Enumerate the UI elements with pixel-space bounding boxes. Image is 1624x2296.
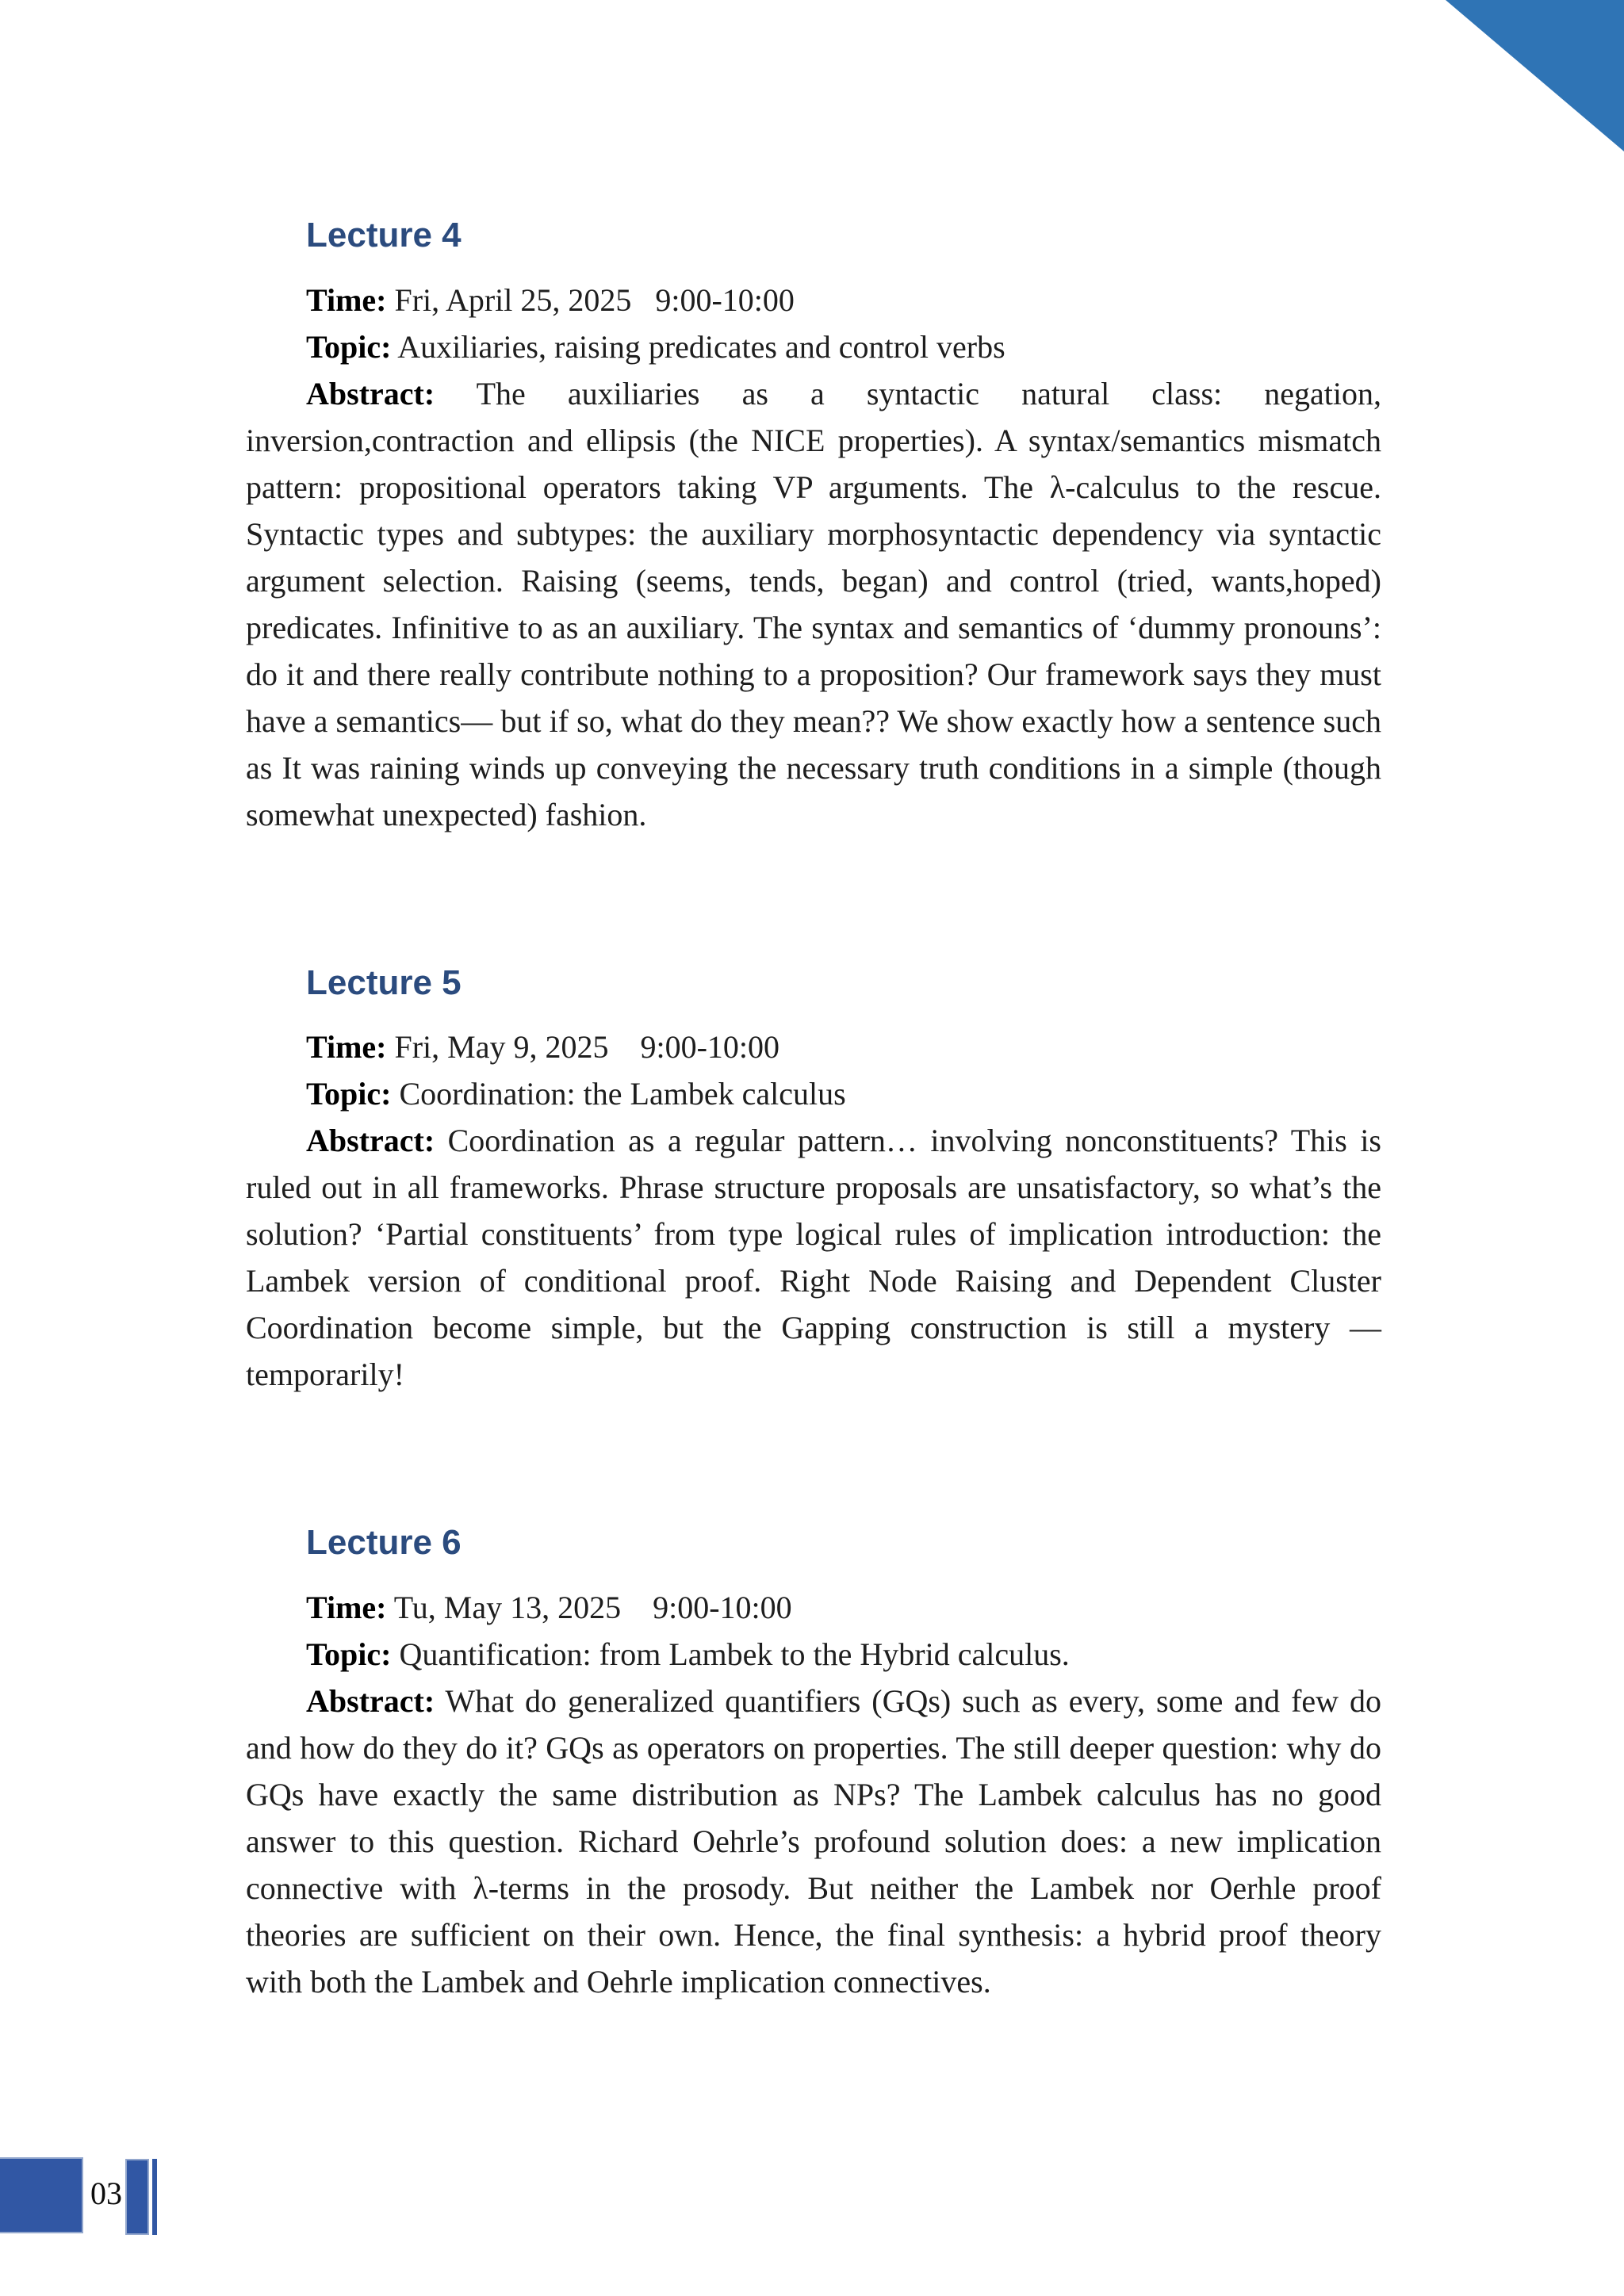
time-value: Tu, May 13, 2025 9:00-10:00 [393,1589,792,1625]
lecture-title: Lecture 4 [306,216,462,254]
lecture-section-4 [246,216,1381,838]
topic-value: Quantification: from Lambek to the Hybrid calculus. [399,1636,1070,1672]
abstract-text: Coordination as a regular pattern… involving nonconstituents? This is ruled out in all frameworks. Phrase structure proposals are unsatisfactory, so what’s the solution? ‘Partial constituents’ from type logical rules of implication introduction: the Lambek version of conditional proof. Right Node Raising and Dependent Cluster Coordination become simple, but the Gapping construction is still a mystery — temporarily! [246,1123,1381,1393]
topic-value: Auxiliaries, raising predicates and control verbs [397,328,1005,365]
lecture-section-5 [246,963,1381,1399]
abstract-text: What do generalized quantifiers (GQs) such as every, some and few do and how do they do it? GQs as operators on properties. The still deeper question: why do GQs have exactly the same distribution as NPs? The Lambek calculus has no good answer to this question. Richard Oehrle’s profound solution does: a new implication connective with λ-terms in the prosody. But neither the Lambek nor Oerhle proof theories are sufficient on their own. Hence, the final synthesis: a hybrid proof theory with both the Lambek and Oehrle implication connectives. [246,1682,1381,1999]
time-line [246,277,1381,323]
abstract-paragraph [246,370,1381,838]
footer-bar-thin [152,2159,157,2235]
topic-value: Coordination: the Lambek calculus [399,1076,846,1112]
topic-line [246,1070,1381,1117]
page-content [246,0,1381,2005]
page-number-block [0,2157,206,2237]
abstract-text: The auxiliaries as a syntactic natural class: negation, inversion,contraction and ellipsis (the NICE properties). A syntax/semantics mismatch pattern: propositional operators taking VP arguments. The λ-calculus to the rescue. Syntactic types and subtypes: the auxiliary morphosyntactic dependency via syntactic argument selection. Raising (seems, tends, began) and control (tried, wants,hoped) predicates. Infinitive to as an auxiliary. The syntax and semantics of ‘dummy pronouns’: do it and there really contribute nothing to a proposition? Our framework says they must have a semantics— but if so, what do they mean?? We show exactly how a sentence such as It was raining winds up conveying the necessary truth conditions in a simple (though somewhat unexpected) fashion. [246,375,1382,832]
topic-label: Topic: [306,1636,392,1672]
time-value: Fri, May 9, 2025 9:00-10:00 [394,1029,780,1066]
time-label: Time: [306,1029,387,1066]
abstract-paragraph [246,1117,1381,1398]
time-label: Time: [306,281,387,318]
time-line [246,1584,1381,1631]
lecture-title: Lecture 6 [306,1523,462,1563]
topic-label: Topic: [306,328,392,365]
corner-triangle-decoration [1445,0,1624,151]
time-label: Time: [306,1589,387,1625]
time-line [246,1024,1381,1070]
topic-label: Topic: [306,1076,392,1112]
footer-bar-thick [125,2159,149,2235]
page-number-square [0,2157,83,2233]
topic-line [246,323,1381,370]
topic-line [246,1631,1381,1678]
abstract-label: Abstract: [306,1682,435,1719]
corner-triangle-shape [1446,0,1624,151]
lecture-title: Lecture 5 [306,962,462,1002]
abstract-paragraph [246,1678,1381,2005]
abstract-label: Abstract: [306,1123,435,1159]
abstract-label: Abstract: [306,375,435,411]
page-number: 03 [90,2175,122,2211]
time-value: Fri, April 25, 2025 9:00-10:00 [394,281,795,318]
lecture-section-6 [246,1523,1381,2005]
